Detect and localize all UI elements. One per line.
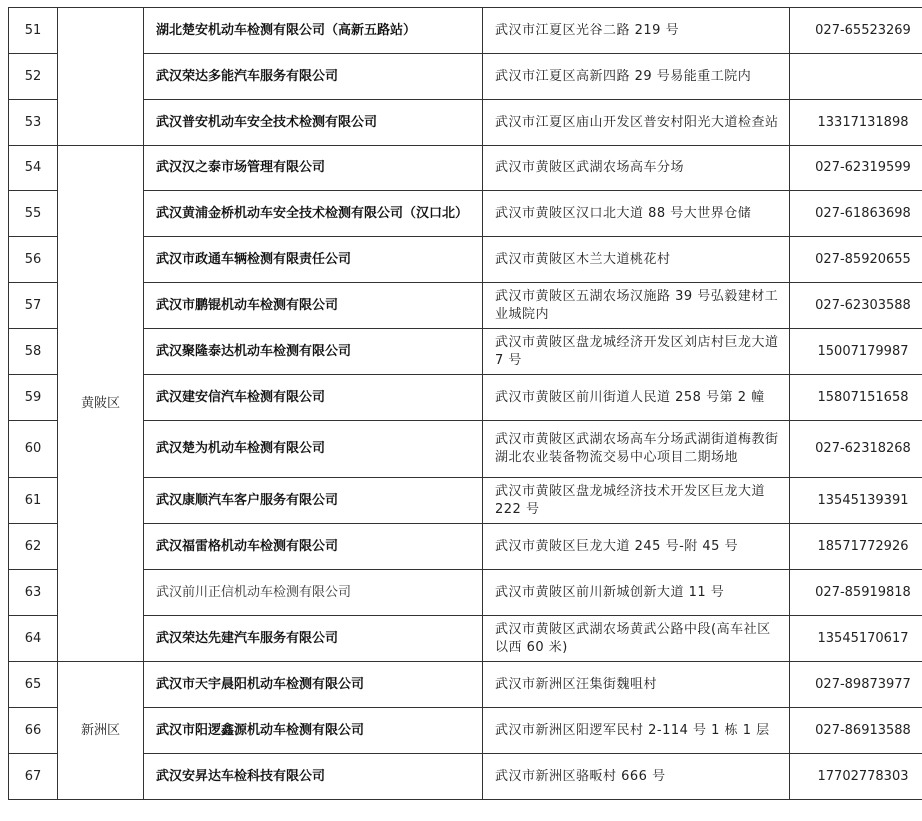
- address: 武汉市黄陂区盘龙城经济技术开发区巨龙大道 222 号: [483, 478, 790, 524]
- row-number: 65: [9, 662, 58, 708]
- company-name: 武汉安昇达车检科技有限公司: [144, 754, 483, 800]
- phone: 027-62319599: [790, 146, 922, 191]
- phone: 027-65523269: [790, 8, 922, 54]
- row-number: 55: [9, 191, 58, 237]
- table-row: [9, 329, 922, 375]
- company-name: 武汉聚隆泰达机动车检测有限公司: [144, 329, 483, 375]
- address: 武汉市黄陂区木兰大道桃花村: [483, 237, 790, 283]
- company-name: 武汉荣达多能汽车服务有限公司: [144, 54, 483, 100]
- phone: 18571772926: [790, 524, 922, 570]
- phone: 027-86913588: [790, 708, 922, 754]
- phone: 15007179987: [790, 329, 922, 375]
- address: 武汉市黄陂区武湖农场高车分场武湖街道梅教街湖北农业装备物流交易中心项目二期场地: [483, 421, 790, 478]
- company-name: 湖北楚安机动车检测有限公司（高新五路站）: [144, 8, 483, 54]
- company-name: 武汉黄浦金桥机动车安全技术检测有限公司（汉口北）: [144, 191, 483, 237]
- address: 武汉市黄陂区武湖农场高车分场: [483, 146, 790, 191]
- row-number: 52: [9, 54, 58, 100]
- table-row: [9, 616, 922, 662]
- table-row: [9, 375, 922, 421]
- table-row: [9, 146, 922, 191]
- phone: 15807151658: [790, 375, 922, 421]
- company-name: 武汉汉之泰市场管理有限公司: [144, 146, 483, 191]
- address: 武汉市新洲区阳逻军民村 2-114 号 1 栋 1 层: [483, 708, 790, 754]
- row-number: 64: [9, 616, 58, 662]
- address: 武汉市黄陂区武湖农场黄武公路中段(高车社区以西 60 米): [483, 616, 790, 662]
- phone: 13545139391: [790, 478, 922, 524]
- row-number: 60: [9, 421, 58, 478]
- table-row: [9, 8, 922, 54]
- address: 武汉市黄陂区前川街道人民道 258 号第 2 幢: [483, 375, 790, 421]
- address: 武汉市新洲区汪集街魏咀村: [483, 662, 790, 708]
- phone: [790, 54, 922, 100]
- table-row: [9, 478, 922, 524]
- phone: 027-61863698: [790, 191, 922, 237]
- phone: 17702778303: [790, 754, 922, 800]
- company-name: 武汉普安机动车安全技术检测有限公司: [144, 100, 483, 146]
- row-number: 59: [9, 375, 58, 421]
- vehicle-inspection-table: [8, 7, 922, 800]
- table-row: [9, 570, 922, 616]
- phone: 13545170617: [790, 616, 922, 662]
- address: 武汉市黄陂区五湖农场汉施路 39 号弘毅建材工业城院内: [483, 283, 790, 329]
- row-number: 57: [9, 283, 58, 329]
- company-name: 武汉市阳逻鑫源机动车检测有限公司: [144, 708, 483, 754]
- row-number: 56: [9, 237, 58, 283]
- table-row: [9, 754, 922, 800]
- address: 武汉市黄陂区巨龙大道 245 号-附 45 号: [483, 524, 790, 570]
- address: 武汉市黄陂区盘龙城经济开发区刘店村巨龙大道 7 号: [483, 329, 790, 375]
- address: 武汉市黄陂区前川新城创新大道 11 号: [483, 570, 790, 616]
- table-row: [9, 283, 922, 329]
- address: 武汉市江夏区高新四路 29 号易能重工院内: [483, 54, 790, 100]
- row-number: 58: [9, 329, 58, 375]
- row-number: 61: [9, 478, 58, 524]
- address: 武汉市新洲区骆畈村 666 号: [483, 754, 790, 800]
- row-number: 54: [9, 146, 58, 191]
- phone: 027-89873977: [790, 662, 922, 708]
- phone: 13317131898: [790, 100, 922, 146]
- table-row: [9, 524, 922, 570]
- company-name: 武汉市天宇晨阳机动车检测有限公司: [144, 662, 483, 708]
- row-number: 63: [9, 570, 58, 616]
- company-name: 武汉市政通车辆检测有限责任公司: [144, 237, 483, 283]
- table-row: [9, 662, 922, 708]
- table-row: [9, 100, 922, 146]
- row-number: 51: [9, 8, 58, 54]
- table-row: [9, 237, 922, 283]
- table-row: [9, 421, 922, 478]
- phone: 027-85920655: [790, 237, 922, 283]
- address: 武汉市江夏区光谷二路 219 号: [483, 8, 790, 54]
- table-row: [9, 708, 922, 754]
- phone: 027-62303588: [790, 283, 922, 329]
- company-name: 武汉前川正信机动车检测有限公司: [144, 570, 483, 616]
- phone: 027-85919818: [790, 570, 922, 616]
- row-number: 62: [9, 524, 58, 570]
- table-row: [9, 191, 922, 237]
- company-name: 武汉福雷格机动车检测有限公司: [144, 524, 483, 570]
- district-cell: 黄陂区: [58, 146, 144, 662]
- company-name: 武汉楚为机动车检测有限公司: [144, 421, 483, 478]
- address: 武汉市江夏区庙山开发区普安村阳光大道检查站: [483, 100, 790, 146]
- row-number: 53: [9, 100, 58, 146]
- district-cell: 新洲区: [58, 662, 144, 800]
- company-name: 武汉市鹏锟机动车检测有限公司: [144, 283, 483, 329]
- company-name: 武汉康顺汽车客户服务有限公司: [144, 478, 483, 524]
- address: 武汉市黄陂区汉口北大道 88 号大世界仓储: [483, 191, 790, 237]
- district-cell: [58, 8, 144, 146]
- phone: 027-62318268: [790, 421, 922, 478]
- row-number: 66: [9, 708, 58, 754]
- row-number: 67: [9, 754, 58, 800]
- company-name: 武汉建安信汽车检测有限公司: [144, 375, 483, 421]
- table-row: [9, 54, 922, 100]
- company-name: 武汉荣达先建汽车服务有限公司: [144, 616, 483, 662]
